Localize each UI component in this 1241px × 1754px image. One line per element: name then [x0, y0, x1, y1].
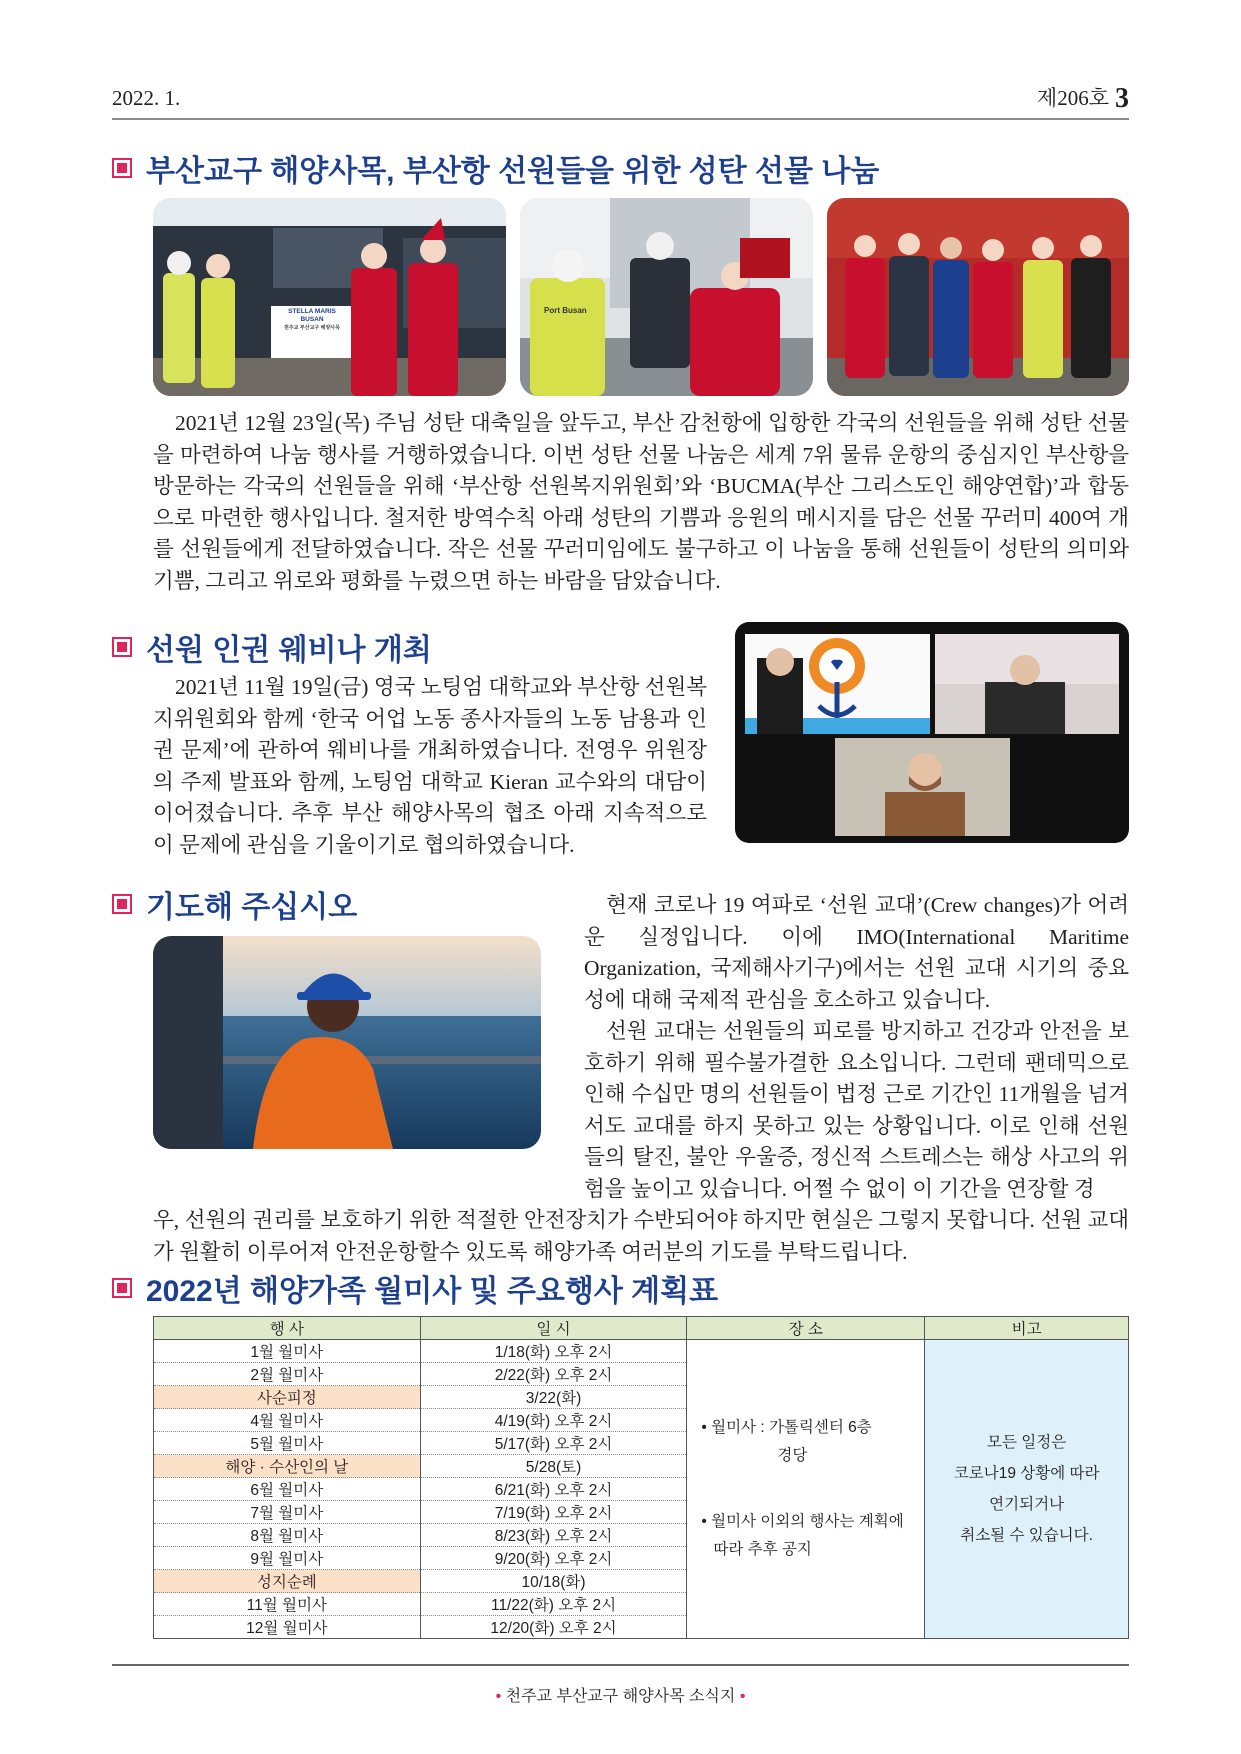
table-row [154, 1340, 1129, 1363]
date-cell: 12/20(화) 오후 2시 [420, 1616, 687, 1639]
event-cell: 1월 월미사 [154, 1340, 421, 1363]
photo-stella-maris-van [153, 198, 506, 396]
note-cell [925, 1340, 1129, 1639]
place-cell [687, 1340, 925, 1639]
issue-date: 2022. 1. [112, 86, 181, 110]
event-cell: 9월 월미사 [154, 1547, 421, 1570]
bullet-icon: • [495, 1688, 502, 1705]
place-line: • 월미사 : 가톨릭센터 6층 [701, 1419, 872, 1436]
prayer-para2-continued: 우, 선원의 권리를 보호하기 위한 적절한 안전장치가 수반되어야 하지만 현실은 그렇지 못합니다. 선원 교대가 원활히 이루어져 안전운항할수 있도록 해양가족 여러분의 기도를 부탁드립니다. [153, 1208, 1129, 1264]
christmas-article-body: 2021년 12월 23일(목) 주님 성탄 대축일을 앞두고, 부산 감천항에 입항한 각국의 선원들을 위해 성탄 선물을 마련하여 나눔 행사를 거행하였습니다. 이번 성탄 선물 나눔은 세계 7위 물류 운항의 중심지인 부산항을 방문하는 각국의 선원들을 위해 ‘부산항 선원복지위원회’와 ‘BUCMA(부산 그리스도인 해양연합)’과 합동으로 마련한 행사입니다. 철저한 방역수칙 아래 성탄의 기쁨과 응원의 메시지를 담은 선물 꾸러미 400여 개를 선원들에게 전달하였습니다. 작은 선물 꾸러미임에도 불구하고 이 나눔을 통해 선원들이 성탄의 의미와 기쁨, 그리고 위로와 평화를 누렸으면 하는 바람을 담았습니다. [153, 411, 1129, 593]
schedule-table [153, 1316, 1129, 1639]
note-line: 취소될 수 있습니다. [960, 1527, 1093, 1544]
section-marker-icon [112, 894, 132, 914]
event-cell: 11월 월미사 [154, 1593, 421, 1616]
section-title-christmas [112, 146, 879, 190]
col-header-event: 행 사 [154, 1317, 421, 1340]
section-title-text: 기도해 주십시오 [146, 891, 358, 924]
section-marker-icon [112, 158, 132, 178]
date-cell: 10/18(화) [420, 1570, 687, 1593]
event-cell: 6월 월미사 [154, 1478, 421, 1501]
section-title-text: 선원 인권 웨비나 개최 [146, 634, 432, 667]
date-cell: 4/19(화) 오후 2시 [420, 1409, 687, 1432]
event-cell: 12월 월미사 [154, 1616, 421, 1639]
photo-gift-delivery [520, 198, 813, 396]
van-sign-line3: 천주교 부산교구 해양사목 [284, 325, 340, 331]
footer-text: 천주교 부산교구 해양사목 소식지 [505, 1688, 736, 1705]
section-marker-icon [112, 1278, 132, 1298]
section-title-prayer [112, 882, 357, 926]
date-cell: 6/21(화) 오후 2시 [420, 1478, 687, 1501]
note-line: 코로나19 상황에 따라 [953, 1465, 1100, 1482]
col-header-note: 비고 [925, 1317, 1129, 1340]
date-cell: 8/23(화) 오후 2시 [420, 1524, 687, 1547]
bullet-icon: • [739, 1688, 746, 1705]
section-title-text: 부산교구 해양사목, 부산항 선원들을 위한 성탄 선물 나눔 [146, 155, 880, 188]
note-line: 연기되거나 [989, 1496, 1065, 1513]
table-header-row [154, 1317, 1129, 1340]
issue-label: 제206호 [1036, 86, 1109, 110]
photo-group-at-port [827, 198, 1129, 396]
header-rule [112, 118, 1129, 120]
note-line: 모든 일정은 [987, 1434, 1067, 1451]
prayer-para1: 현재 코로나 19 여파로 ‘선원 교대’(Crew changes)가 어려운 실정입니다. 이에 IMO(International Maritime Organization, 국제해사기구)에서는 선원 교대 시기의 중요성에 대해 국제적 관심을 호소하고 있습니다. [584, 893, 1129, 1012]
photo-seafarer-at-sea [153, 936, 541, 1149]
col-header-place: 장 소 [687, 1317, 925, 1340]
section-marker-icon [112, 637, 132, 657]
place-line: • 월미사 이외의 행사는 계획에 [701, 1513, 904, 1530]
van-sign-line1: STELLA MARIS [288, 308, 336, 315]
event-cell: 7월 월미사 [154, 1501, 421, 1524]
date-cell: 5/28(토) [420, 1455, 687, 1478]
vest-text: Port Busan [544, 306, 587, 315]
page-number: 3 [1115, 83, 1129, 114]
place-line: 따라 추후 공지 [713, 1541, 812, 1558]
event-cell: 2월 월미사 [154, 1363, 421, 1386]
date-cell: 7/19(화) 오후 2시 [420, 1501, 687, 1524]
event-cell-highlight: 성지순례 [154, 1570, 421, 1593]
section-title-webinar [112, 625, 432, 669]
date-cell: 5/17(화) 오후 2시 [420, 1432, 687, 1455]
footer [0, 1683, 1241, 1706]
event-cell-highlight: 해양 · 수산인의 날 [154, 1455, 421, 1478]
event-cell: 8월 월미사 [154, 1524, 421, 1547]
section-title-text: 2022년 해양가족 월미사 및 주요행사 계획표 [146, 1275, 719, 1308]
date-cell: 9/20(화) 오후 2시 [420, 1547, 687, 1570]
photo-webinar-screenshot [735, 622, 1129, 843]
webinar-article-body: 2021년 11월 19일(금) 영국 노팅엄 대학교와 부산항 선원복지위원회와 함께 ‘한국 어업 노동 종사자들의 노동 남용과 인권 문제’에 관하여 웨비나를 개최하였습니다. 전영우 위원장의 주제 발표와 함께, 노팅엄 대학교 Kieran 교수와의 대담이 이어졌습니다. 추후 부산 해양사목의 협조 아래 지속적으로 이 문제에 관심을 기울이기로 협의하였습니다. [153, 675, 707, 857]
issue-number [1037, 82, 1129, 115]
place-line: 경당 [777, 1447, 808, 1464]
prayer-para2-right: 선원 교대는 선원들의 피로를 방지하고 건강과 안전을 보호하기 위해 필수불가결한 요소입니다. 그런데 팬데믹으로 인해 수십만 명의 선원들이 법정 근로 기간인 11개월을 넘겨서도 교대를 하지 못하고 있는 상황입니다. 이로 인해 선원들의 탈진, 불안 우울증, 정신적 스트레스는 해상 사고의 위험을 높이고 있습니다. 어쩔 수 없이 이 기간을 연장할 경 [584, 1019, 1129, 1201]
date-cell: 11/22(화) 오후 2시 [420, 1593, 687, 1616]
col-header-date: 일 시 [420, 1317, 687, 1340]
event-cell: 4월 월미사 [154, 1409, 421, 1432]
date-cell: 3/22(화) [420, 1386, 687, 1409]
event-cell-highlight: 사순피정 [154, 1386, 421, 1409]
date-cell: 2/22(화) 오후 2시 [420, 1363, 687, 1386]
van-sign-line2: BUSAN [300, 316, 324, 323]
event-cell: 5월 월미사 [154, 1432, 421, 1455]
footer-rule [112, 1664, 1129, 1666]
section-title-schedule [112, 1266, 718, 1310]
date-cell: 1/18(화) 오후 2시 [420, 1340, 687, 1363]
